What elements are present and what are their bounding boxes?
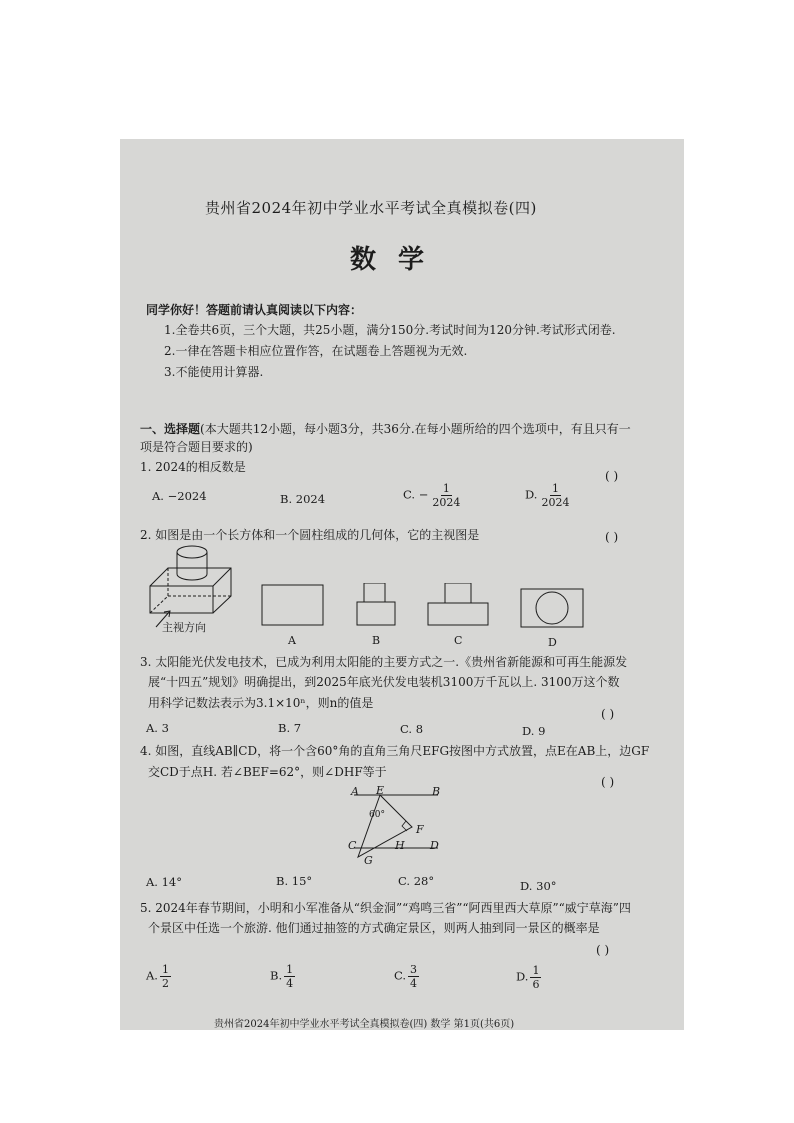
q5-d-denominator: 6 (532, 978, 540, 991)
q3-line-2: 展“十四五”规划》明确提出，到2025年底光伏发电装机3100万千瓦以上. 3100万这个数 (148, 675, 620, 689)
q2-label-c: C (454, 634, 463, 647)
q1-answer-bracket: ( ) (605, 469, 619, 483)
q1-option-d-prefix: D. (525, 487, 538, 502)
q1-option-d-fraction (539, 482, 571, 509)
q5-line-1: 5. 2024年春节期间，小明和小军准备从“织金洞”“鸡鸣三省”“阿西里西大草原”“威宁草海”四 (140, 901, 631, 915)
q1-option-d (525, 482, 571, 509)
q5-a-prefix: A. (146, 968, 158, 983)
q2-stem: 2. 如图是由一个长方体和一个圆柱组成的几何体，它的主视图是 (140, 528, 480, 542)
q4-fig-angle-label: 60° (369, 810, 385, 820)
section1-desc-line1: (本大题共12小题，每小题3分，共36分.在每小题所给的四个选项中，有且只有一 (200, 422, 631, 436)
q2-view-d-rect-icon (521, 589, 583, 627)
q5-b-fraction (284, 963, 295, 990)
q5-line-2: 个景区中任选一个旅游. 他们通过抽签的方式确定景区，则两人抽到同一景区的概率是 (148, 921, 600, 935)
q1-option-c (403, 482, 462, 509)
q5-option-b (270, 963, 295, 990)
q4-geometry-figure (348, 787, 448, 869)
exam-title: 贵州省2024年初中学业水平考试全真模拟卷(四) (205, 199, 537, 217)
q5-option-d (516, 964, 541, 991)
q4-fig-label-g: G (364, 854, 373, 867)
q2-label-b: B (372, 634, 381, 647)
q5-answer-bracket: ( ) (596, 943, 610, 957)
q3-option-b: B. 7 (278, 721, 302, 735)
q1-c-numerator: 1 (442, 482, 450, 495)
q5-b-denominator: 4 (286, 977, 294, 990)
q2-view-b-bottom-icon (357, 602, 395, 625)
q2-option-views (260, 583, 590, 633)
q5-d-prefix: D. (516, 969, 529, 984)
q5-c-numerator: 3 (410, 963, 418, 976)
section1-heading: 一、选择题 (140, 422, 201, 436)
q2-label-d: D (548, 636, 557, 649)
q5-d-fraction (530, 964, 541, 991)
q1-option-c-fraction (430, 482, 462, 509)
q4-line-2: 交CD于点H. 若∠BEF=62°，则∠DHF等于 (148, 765, 387, 779)
q1-option-c-prefix: C. − (403, 487, 429, 502)
notice-heading: 同学你好！答题前请认真阅读以下内容： (146, 303, 363, 317)
q4-option-c: C. 28° (398, 874, 435, 888)
q4-answer-bracket: ( ) (601, 775, 615, 789)
q4-fig-label-d: D (430, 839, 439, 852)
q4-fig-label-a: A (351, 785, 359, 798)
q4-fig-label-f: F (416, 823, 424, 836)
exam-paper (120, 139, 684, 1030)
q5-option-c (394, 963, 419, 990)
q2-view-direction-label: 主视方向 (162, 621, 206, 634)
q5-b-prefix: B. (270, 968, 283, 983)
q4-option-a: A. 14° (146, 875, 182, 889)
q5-a-fraction (160, 963, 171, 990)
q3-option-c: C. 8 (400, 722, 424, 736)
q4-option-b: B. 15° (276, 874, 313, 888)
notice-item-1: 1.全卷共6页，三个大题，共25小题，满分150分.考试时间为120分钟.考试形式闭卷. (164, 323, 616, 337)
q4-fig-label-b: B (432, 785, 441, 798)
subject-title: 数学 (350, 245, 447, 275)
q3-line-3: 用科学记数法表示为3.1×10ⁿ，则n的值是 (148, 696, 374, 710)
q5-b-numerator: 1 (286, 963, 294, 976)
section1-desc-line2: 项是符合题目要求的) (140, 440, 253, 454)
page-footer: 贵州省2024年初中学业水平考试全真模拟卷(四) 数学 第1页(共6页) (214, 1019, 515, 1030)
q3-line-1: 3. 太阳能光伏发电技术，已成为利用太阳能的主要方式之一.《贵州省新能源和可再生能源发 (140, 655, 628, 669)
q2-view-b-top-icon (364, 583, 385, 602)
q1-d-numerator: 1 (551, 482, 559, 495)
q5-a-numerator: 1 (161, 963, 169, 976)
q5-c-prefix: C. (394, 968, 407, 983)
q4-fig-label-h: H (395, 839, 405, 852)
q5-d-numerator: 1 (532, 964, 540, 977)
q4-fig-label-c: C (348, 839, 357, 852)
q1-option-a: A. −2024 (152, 489, 207, 503)
q4-line-1: 4. 如图，直线AB∥CD，将一个含60°角的直角三角尺EFG按图中方式放置，点E在AB上，边GF (140, 744, 650, 758)
q2-view-d-circle-icon (536, 592, 568, 624)
notice-item-2: 2.一律在答题卡相应位置作答，在试题卷上答题视为无效. (164, 344, 468, 358)
section1-heading-line (140, 420, 631, 439)
q3-option-d: D. 9 (522, 724, 546, 738)
q4-fig-label-e: E (376, 784, 385, 797)
q1-option-b: B. 2024 (280, 492, 326, 506)
q2-label-a: A (288, 634, 296, 647)
q5-c-denominator: 4 (410, 977, 418, 990)
q1-stem: 1. 2024的相反数是 (140, 460, 246, 474)
q5-a-denominator: 2 (161, 977, 169, 990)
q5-c-fraction (408, 963, 419, 990)
q5-option-a (146, 963, 171, 990)
q3-answer-bracket: ( ) (601, 707, 615, 721)
q1-c-denominator: 2024 (432, 496, 461, 509)
q2-view-a-rect-icon (262, 585, 323, 625)
q1-d-denominator: 2024 (541, 496, 570, 509)
q3-option-a: A. 3 (146, 721, 169, 735)
notice-item-3: 3.不能使用计算器. (164, 365, 264, 379)
q4-option-d: D. 30° (520, 879, 557, 893)
q2-view-c-bottom-icon (428, 603, 488, 625)
q2-answer-bracket: ( ) (605, 530, 619, 544)
q2-view-c-top-icon (445, 583, 471, 603)
